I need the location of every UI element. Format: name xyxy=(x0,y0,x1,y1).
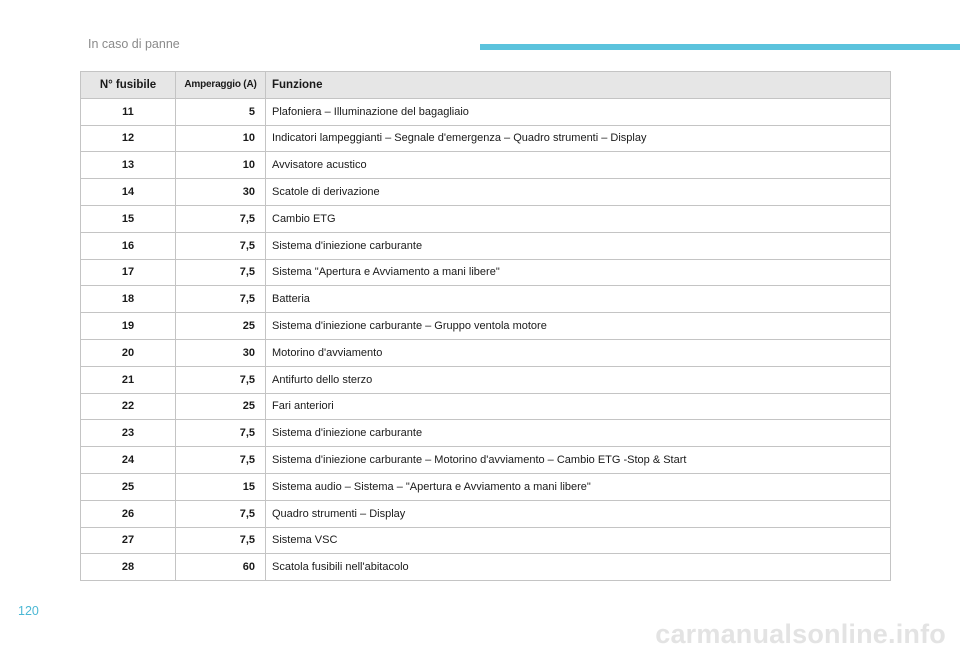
table-row xyxy=(81,339,891,366)
function-cell: Plafoniera – Illuminazione del bagagliaio xyxy=(266,98,891,125)
function-cell: Sistema audio – Sistema – "Apertura e Avviamento a mani libere" xyxy=(266,473,891,500)
watermark: carmanualsonline.info xyxy=(655,619,946,649)
table-row xyxy=(81,205,891,232)
fuse-number-cell: 22 xyxy=(81,393,176,420)
fuse-number-cell: 25 xyxy=(81,473,176,500)
fuse-number-cell: 23 xyxy=(81,420,176,447)
amperage-cell: 7,5 xyxy=(176,500,266,527)
amperage-cell: 7,5 xyxy=(176,259,266,286)
table-row xyxy=(81,125,891,152)
amperage-cell: 25 xyxy=(176,393,266,420)
amperage-cell: 7,5 xyxy=(176,527,266,554)
fuse-table-body xyxy=(81,98,891,580)
fuse-number-cell: 16 xyxy=(81,232,176,259)
table-row xyxy=(81,313,891,340)
page-number: 120 xyxy=(18,604,39,618)
table-row xyxy=(81,366,891,393)
amperage-cell: 60 xyxy=(176,554,266,581)
fuse-number-cell: 12 xyxy=(81,125,176,152)
table-row xyxy=(81,393,891,420)
amperage-cell: 25 xyxy=(176,313,266,340)
section-title: In caso di panne xyxy=(88,37,180,51)
column-header-fuse-number: N° fusibile xyxy=(81,72,176,99)
column-header-amperage: Amperaggio (A) xyxy=(176,72,266,99)
amperage-cell: 10 xyxy=(176,125,266,152)
amperage-cell: 7,5 xyxy=(176,366,266,393)
function-cell: Avvisatore acustico xyxy=(266,152,891,179)
fuse-number-cell: 24 xyxy=(81,447,176,474)
function-cell: Antifurto dello sterzo xyxy=(266,366,891,393)
amperage-cell: 7,5 xyxy=(176,205,266,232)
function-cell: Indicatori lampeggianti – Segnale d'emergenza – Quadro strumenti – Display xyxy=(266,125,891,152)
table-row xyxy=(81,152,891,179)
table-header-row xyxy=(81,72,891,99)
table-row xyxy=(81,554,891,581)
fuse-number-cell: 14 xyxy=(81,179,176,206)
amperage-cell: 7,5 xyxy=(176,447,266,474)
function-cell: Scatola fusibili nell'abitacolo xyxy=(266,554,891,581)
amperage-cell: 30 xyxy=(176,339,266,366)
function-cell: Motorino d'avviamento xyxy=(266,339,891,366)
function-cell: Cambio ETG xyxy=(266,205,891,232)
fuse-number-cell: 20 xyxy=(81,339,176,366)
amperage-cell: 30 xyxy=(176,179,266,206)
amperage-cell: 15 xyxy=(176,473,266,500)
fuse-number-cell: 18 xyxy=(81,286,176,313)
table-row xyxy=(81,179,891,206)
fuse-number-cell: 17 xyxy=(81,259,176,286)
function-cell: Batteria xyxy=(266,286,891,313)
function-cell: Sistema d'iniezione carburante xyxy=(266,232,891,259)
function-cell: Sistema "Apertura e Avviamento a mani libere" xyxy=(266,259,891,286)
amperage-cell: 7,5 xyxy=(176,286,266,313)
amperage-cell: 7,5 xyxy=(176,420,266,447)
fuse-number-cell: 28 xyxy=(81,554,176,581)
fuse-number-cell: 13 xyxy=(81,152,176,179)
section-accent-bar xyxy=(480,44,960,50)
table-row xyxy=(81,420,891,447)
fuse-number-cell: 15 xyxy=(81,205,176,232)
table-row xyxy=(81,259,891,286)
function-cell: Sistema d'iniezione carburante xyxy=(266,420,891,447)
fuse-number-cell: 19 xyxy=(81,313,176,340)
table-row xyxy=(81,527,891,554)
column-header-function: Funzione xyxy=(266,72,891,99)
function-cell: Sistema VSC xyxy=(266,527,891,554)
table-row xyxy=(81,447,891,474)
fuse-table xyxy=(80,71,891,581)
fuse-number-cell: 26 xyxy=(81,500,176,527)
amperage-cell: 7,5 xyxy=(176,232,266,259)
amperage-cell: 10 xyxy=(176,152,266,179)
table-row xyxy=(81,473,891,500)
function-cell: Scatole di derivazione xyxy=(266,179,891,206)
function-cell: Fari anteriori xyxy=(266,393,891,420)
table-row xyxy=(81,500,891,527)
amperage-cell: 5 xyxy=(176,98,266,125)
fuse-number-cell: 27 xyxy=(81,527,176,554)
fuse-number-cell: 11 xyxy=(81,98,176,125)
table-row xyxy=(81,286,891,313)
table-row xyxy=(81,232,891,259)
function-cell: Sistema d'iniezione carburante – Motorino d'avviamento – Cambio ETG -Stop & Start xyxy=(266,447,891,474)
function-cell: Quadro strumenti – Display xyxy=(266,500,891,527)
function-cell: Sistema d'iniezione carburante – Gruppo ventola motore xyxy=(266,313,891,340)
table-row xyxy=(81,98,891,125)
fuse-number-cell: 21 xyxy=(81,366,176,393)
